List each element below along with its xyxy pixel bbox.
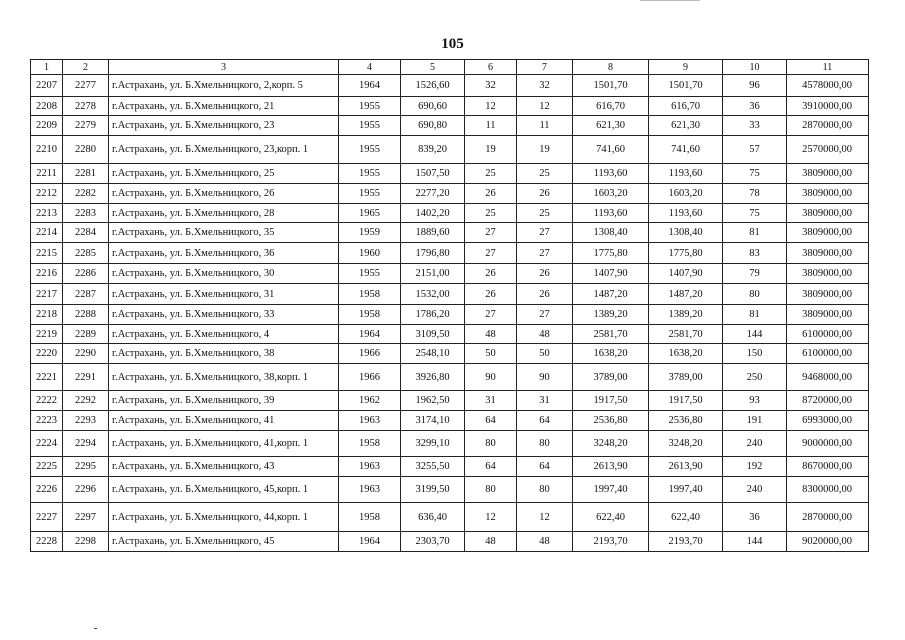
cell-total-area: 2303,70 xyxy=(401,532,465,552)
cell-row-number: 2221 xyxy=(31,364,63,391)
cell-record-number: 2286 xyxy=(63,264,109,284)
cell-amount: 2570000,00 xyxy=(787,136,869,164)
cell-record-number: 2285 xyxy=(63,243,109,264)
page-number: 105 xyxy=(441,36,464,52)
cell-build-year: 1958 xyxy=(339,503,401,532)
cell-residents-count: 192 xyxy=(723,457,787,477)
cell-residents-count: 83 xyxy=(723,243,787,264)
cell-apartments-count: 64 xyxy=(465,457,517,477)
cell-row-number: 2226 xyxy=(31,477,63,503)
cell-area-in-program: 2613,90 xyxy=(649,457,723,477)
cell-address: г.Астрахань, ул. Б.Хмельницкого, 33 xyxy=(109,305,339,325)
cell-record-number: 2284 xyxy=(63,223,109,243)
cell-area-in-program: 2581,70 xyxy=(649,325,723,344)
cell-apartments-count: 11 xyxy=(465,116,517,136)
cell-flats-count: 64 xyxy=(517,457,573,477)
cell-apartments-count: 80 xyxy=(465,477,517,503)
cell-row-number: 2228 xyxy=(31,532,63,552)
cell-living-area: 1487,20 xyxy=(573,284,649,305)
cell-total-area: 2151,00 xyxy=(401,264,465,284)
cell-residents-count: 36 xyxy=(723,97,787,116)
table-row xyxy=(31,325,869,344)
cell-record-number: 2277 xyxy=(63,75,109,97)
column-header: 10 xyxy=(723,60,787,75)
cell-flats-count: 11 xyxy=(517,116,573,136)
cell-residents-count: 79 xyxy=(723,264,787,284)
column-header: 3 xyxy=(109,60,339,75)
cell-row-number: 2225 xyxy=(31,457,63,477)
cell-row-number: 2212 xyxy=(31,184,63,204)
cell-living-area: 1917,50 xyxy=(573,391,649,411)
cell-amount: 3809000,00 xyxy=(787,204,869,223)
cell-amount: 3809000,00 xyxy=(787,184,869,204)
cell-build-year: 1963 xyxy=(339,411,401,431)
cell-residents-count: 250 xyxy=(723,364,787,391)
cell-area-in-program: 3789,00 xyxy=(649,364,723,391)
table-body xyxy=(31,75,869,552)
cell-address: г.Астрахань, ул. Б.Хмельницкого, 38,корп. 1 xyxy=(109,364,339,391)
cell-apartments-count: 27 xyxy=(465,223,517,243)
cell-residents-count: 191 xyxy=(723,411,787,431)
cell-amount: 3809000,00 xyxy=(787,264,869,284)
cell-apartments-count: 12 xyxy=(465,503,517,532)
cell-record-number: 2290 xyxy=(63,344,109,364)
cell-flats-count: 31 xyxy=(517,391,573,411)
cell-build-year: 1963 xyxy=(339,457,401,477)
cell-flats-count: 80 xyxy=(517,431,573,457)
table-row xyxy=(31,136,869,164)
cell-address: г.Астрахань, ул. Б.Хмельницкого, 41 xyxy=(109,411,339,431)
cell-build-year: 1966 xyxy=(339,364,401,391)
table-row xyxy=(31,116,869,136)
cell-amount: 8720000,00 xyxy=(787,391,869,411)
cell-residents-count: 78 xyxy=(723,184,787,204)
cell-flats-count: 25 xyxy=(517,164,573,184)
table-row xyxy=(31,411,869,431)
cell-residents-count: 80 xyxy=(723,284,787,305)
cell-apartments-count: 50 xyxy=(465,344,517,364)
cell-living-area: 1193,60 xyxy=(573,164,649,184)
cell-apartments-count: 31 xyxy=(465,391,517,411)
cell-build-year: 1959 xyxy=(339,223,401,243)
cell-address: г.Астрахань, ул. Б.Хмельницкого, 28 xyxy=(109,204,339,223)
cell-area-in-program: 2193,70 xyxy=(649,532,723,552)
cell-flats-count: 26 xyxy=(517,284,573,305)
cell-build-year: 1955 xyxy=(339,116,401,136)
cell-build-year: 1963 xyxy=(339,477,401,503)
cell-amount: 9468000,00 xyxy=(787,364,869,391)
cell-build-year: 1966 xyxy=(339,344,401,364)
cell-total-area: 1526,60 xyxy=(401,75,465,97)
cell-residents-count: 75 xyxy=(723,164,787,184)
cell-total-area: 690,60 xyxy=(401,97,465,116)
cell-flats-count: 27 xyxy=(517,243,573,264)
cell-living-area: 621,30 xyxy=(573,116,649,136)
cell-address: г.Астрахань, ул. Б.Хмельницкого, 38 xyxy=(109,344,339,364)
cell-flats-count: 80 xyxy=(517,477,573,503)
cell-area-in-program: 1997,40 xyxy=(649,477,723,503)
cell-apartments-count: 27 xyxy=(465,243,517,264)
scan-speck xyxy=(640,0,700,1)
cell-amount: 8670000,00 xyxy=(787,457,869,477)
cell-living-area: 622,40 xyxy=(573,503,649,532)
cell-area-in-program: 1603,20 xyxy=(649,184,723,204)
cell-flats-count: 64 xyxy=(517,411,573,431)
cell-area-in-program: 2536,80 xyxy=(649,411,723,431)
cell-row-number: 2222 xyxy=(31,391,63,411)
cell-row-number: 2217 xyxy=(31,284,63,305)
cell-total-area: 3174,10 xyxy=(401,411,465,431)
table-row xyxy=(31,532,869,552)
cell-amount: 6993000,00 xyxy=(787,411,869,431)
cell-residents-count: 96 xyxy=(723,75,787,97)
cell-record-number: 2279 xyxy=(63,116,109,136)
cell-area-in-program: 1638,20 xyxy=(649,344,723,364)
cell-record-number: 2278 xyxy=(63,97,109,116)
table-row xyxy=(31,477,869,503)
cell-residents-count: 144 xyxy=(723,532,787,552)
cell-build-year: 1955 xyxy=(339,264,401,284)
cell-build-year: 1955 xyxy=(339,164,401,184)
cell-amount: 3809000,00 xyxy=(787,305,869,325)
table-row xyxy=(31,284,869,305)
cell-living-area: 1775,80 xyxy=(573,243,649,264)
cell-row-number: 2216 xyxy=(31,264,63,284)
table-row xyxy=(31,223,869,243)
scan-speck xyxy=(94,628,97,629)
cell-flats-count: 48 xyxy=(517,325,573,344)
cell-area-in-program: 1193,60 xyxy=(649,164,723,184)
cell-flats-count: 12 xyxy=(517,97,573,116)
cell-record-number: 2295 xyxy=(63,457,109,477)
cell-apartments-count: 26 xyxy=(465,184,517,204)
cell-living-area: 2536,80 xyxy=(573,411,649,431)
cell-total-area: 1889,60 xyxy=(401,223,465,243)
cell-record-number: 2280 xyxy=(63,136,109,164)
cell-row-number: 2213 xyxy=(31,204,63,223)
cell-row-number: 2211 xyxy=(31,164,63,184)
cell-amount: 2870000,00 xyxy=(787,116,869,136)
cell-address: г.Астрахань, ул. Б.Хмельницкого, 39 xyxy=(109,391,339,411)
cell-apartments-count: 19 xyxy=(465,136,517,164)
cell-living-area: 2581,70 xyxy=(573,325,649,344)
cell-record-number: 2293 xyxy=(63,411,109,431)
column-header: 9 xyxy=(649,60,723,75)
cell-build-year: 1964 xyxy=(339,325,401,344)
cell-residents-count: 240 xyxy=(723,477,787,503)
cell-address: г.Астрахань, ул. Б.Хмельницкого, 35 xyxy=(109,223,339,243)
column-header: 6 xyxy=(465,60,517,75)
cell-total-area: 1532,00 xyxy=(401,284,465,305)
cell-address: г.Астрахань, ул. Б.Хмельницкого, 31 xyxy=(109,284,339,305)
cell-living-area: 1997,40 xyxy=(573,477,649,503)
cell-record-number: 2288 xyxy=(63,305,109,325)
cell-residents-count: 240 xyxy=(723,431,787,457)
cell-total-area: 636,40 xyxy=(401,503,465,532)
cell-total-area: 2277,20 xyxy=(401,184,465,204)
cell-living-area: 3789,00 xyxy=(573,364,649,391)
cell-total-area: 1402,20 xyxy=(401,204,465,223)
cell-total-area: 3255,50 xyxy=(401,457,465,477)
cell-total-area: 3926,80 xyxy=(401,364,465,391)
column-header: 2 xyxy=(63,60,109,75)
cell-address: г.Астрахань, ул. Б.Хмельницкого, 41,корп. 1 xyxy=(109,431,339,457)
table-row xyxy=(31,75,869,97)
column-header: 1 xyxy=(31,60,63,75)
cell-flats-count: 48 xyxy=(517,532,573,552)
cell-area-in-program: 3248,20 xyxy=(649,431,723,457)
cell-record-number: 2283 xyxy=(63,204,109,223)
cell-amount: 9020000,00 xyxy=(787,532,869,552)
column-header: 11 xyxy=(787,60,869,75)
cell-total-area: 1786,20 xyxy=(401,305,465,325)
cell-build-year: 1958 xyxy=(339,431,401,457)
cell-living-area: 1193,60 xyxy=(573,204,649,223)
cell-row-number: 2218 xyxy=(31,305,63,325)
cell-address: г.Астрахань, ул. Б.Хмельницкого, 25 xyxy=(109,164,339,184)
cell-amount: 9000000,00 xyxy=(787,431,869,457)
cell-living-area: 1389,20 xyxy=(573,305,649,325)
cell-row-number: 2208 xyxy=(31,97,63,116)
table-row xyxy=(31,97,869,116)
cell-record-number: 2296 xyxy=(63,477,109,503)
cell-amount: 2870000,00 xyxy=(787,503,869,532)
table-row xyxy=(31,457,869,477)
cell-area-in-program: 621,30 xyxy=(649,116,723,136)
cell-row-number: 2227 xyxy=(31,503,63,532)
cell-row-number: 2209 xyxy=(31,116,63,136)
cell-total-area: 3199,50 xyxy=(401,477,465,503)
cell-flats-count: 90 xyxy=(517,364,573,391)
cell-total-area: 2548,10 xyxy=(401,344,465,364)
cell-area-in-program: 741,60 xyxy=(649,136,723,164)
cell-living-area: 2193,70 xyxy=(573,532,649,552)
cell-address: г.Астрахань, ул. Б.Хмельницкого, 45 xyxy=(109,532,339,552)
cell-area-in-program: 616,70 xyxy=(649,97,723,116)
column-header: 5 xyxy=(401,60,465,75)
cell-address: г.Астрахань, ул. Б.Хмельницкого, 30 xyxy=(109,264,339,284)
cell-row-number: 2224 xyxy=(31,431,63,457)
cell-apartments-count: 90 xyxy=(465,364,517,391)
cell-apartments-count: 48 xyxy=(465,325,517,344)
cell-residents-count: 57 xyxy=(723,136,787,164)
cell-amount: 6100000,00 xyxy=(787,344,869,364)
cell-apartments-count: 25 xyxy=(465,164,517,184)
cell-total-area: 690,80 xyxy=(401,116,465,136)
cell-area-in-program: 1407,90 xyxy=(649,264,723,284)
column-header: 8 xyxy=(573,60,649,75)
cell-address: г.Астрахань, ул. Б.Хмельницкого, 4 xyxy=(109,325,339,344)
column-header: 7 xyxy=(517,60,573,75)
cell-record-number: 2287 xyxy=(63,284,109,305)
table-row xyxy=(31,164,869,184)
cell-row-number: 2210 xyxy=(31,136,63,164)
cell-flats-count: 32 xyxy=(517,75,573,97)
cell-record-number: 2282 xyxy=(63,184,109,204)
cell-record-number: 2297 xyxy=(63,503,109,532)
cell-row-number: 2223 xyxy=(31,411,63,431)
cell-address: г.Астрахань, ул. Б.Хмельницкого, 21 xyxy=(109,97,339,116)
cell-total-area: 1962,50 xyxy=(401,391,465,411)
cell-apartments-count: 25 xyxy=(465,204,517,223)
cell-amount: 8300000,00 xyxy=(787,477,869,503)
table-row xyxy=(31,344,869,364)
cell-living-area: 2613,90 xyxy=(573,457,649,477)
table-row xyxy=(31,243,869,264)
cell-apartments-count: 48 xyxy=(465,532,517,552)
cell-address: г.Астрахань, ул. Б.Хмельницкого, 36 xyxy=(109,243,339,264)
cell-build-year: 1958 xyxy=(339,305,401,325)
cell-address: г.Астрахань, ул. Б.Хмельницкого, 44,корп. 1 xyxy=(109,503,339,532)
cell-apartments-count: 26 xyxy=(465,264,517,284)
cell-apartments-count: 12 xyxy=(465,97,517,116)
cell-address: г.Астрахань, ул. Б.Хмельницкого, 43 xyxy=(109,457,339,477)
cell-living-area: 616,70 xyxy=(573,97,649,116)
cell-build-year: 1958 xyxy=(339,284,401,305)
cell-area-in-program: 1501,70 xyxy=(649,75,723,97)
cell-record-number: 2294 xyxy=(63,431,109,457)
cell-amount: 3910000,00 xyxy=(787,97,869,116)
cell-apartments-count: 80 xyxy=(465,431,517,457)
cell-apartments-count: 32 xyxy=(465,75,517,97)
cell-flats-count: 50 xyxy=(517,344,573,364)
cell-area-in-program: 1775,80 xyxy=(649,243,723,264)
cell-area-in-program: 1917,50 xyxy=(649,391,723,411)
cell-amount: 3809000,00 xyxy=(787,164,869,184)
cell-amount: 4578000,00 xyxy=(787,75,869,97)
cell-amount: 3809000,00 xyxy=(787,243,869,264)
cell-record-number: 2291 xyxy=(63,364,109,391)
cell-build-year: 1955 xyxy=(339,97,401,116)
cell-living-area: 3248,20 xyxy=(573,431,649,457)
cell-row-number: 2220 xyxy=(31,344,63,364)
cell-living-area: 1638,20 xyxy=(573,344,649,364)
cell-build-year: 1962 xyxy=(339,391,401,411)
cell-residents-count: 81 xyxy=(723,305,787,325)
table-row xyxy=(31,391,869,411)
cell-build-year: 1964 xyxy=(339,532,401,552)
column-header: 4 xyxy=(339,60,401,75)
cell-area-in-program: 1308,40 xyxy=(649,223,723,243)
cell-address: г.Астрахань, ул. Б.Хмельницкого, 26 xyxy=(109,184,339,204)
header-row xyxy=(31,60,869,75)
cell-row-number: 2219 xyxy=(31,325,63,344)
cell-residents-count: 75 xyxy=(723,204,787,223)
cell-apartments-count: 64 xyxy=(465,411,517,431)
table-row xyxy=(31,431,869,457)
table-row xyxy=(31,364,869,391)
cell-address: г.Астрахань, ул. Б.Хмельницкого, 45,корп. 1 xyxy=(109,477,339,503)
cell-apartments-count: 27 xyxy=(465,305,517,325)
cell-living-area: 1308,40 xyxy=(573,223,649,243)
cell-residents-count: 81 xyxy=(723,223,787,243)
cell-total-area: 3299,10 xyxy=(401,431,465,457)
cell-amount: 3809000,00 xyxy=(787,284,869,305)
cell-residents-count: 93 xyxy=(723,391,787,411)
table-row xyxy=(31,305,869,325)
housing-registry-table xyxy=(30,59,869,552)
cell-living-area: 1407,90 xyxy=(573,264,649,284)
cell-address: г.Астрахань, ул. Б.Хмельницкого, 23 xyxy=(109,116,339,136)
cell-residents-count: 150 xyxy=(723,344,787,364)
cell-total-area: 839,20 xyxy=(401,136,465,164)
cell-flats-count: 27 xyxy=(517,223,573,243)
cell-flats-count: 19 xyxy=(517,136,573,164)
cell-living-area: 741,60 xyxy=(573,136,649,164)
table-row xyxy=(31,184,869,204)
cell-address: г.Астрахань, ул. Б.Хмельницкого, 23,корп. 1 xyxy=(109,136,339,164)
cell-apartments-count: 26 xyxy=(465,284,517,305)
table-row xyxy=(31,204,869,223)
cell-flats-count: 12 xyxy=(517,503,573,532)
cell-build-year: 1964 xyxy=(339,75,401,97)
cell-build-year: 1955 xyxy=(339,136,401,164)
cell-record-number: 2289 xyxy=(63,325,109,344)
cell-residents-count: 33 xyxy=(723,116,787,136)
cell-living-area: 1501,70 xyxy=(573,75,649,97)
cell-record-number: 2292 xyxy=(63,391,109,411)
cell-record-number: 2281 xyxy=(63,164,109,184)
cell-build-year: 1955 xyxy=(339,184,401,204)
cell-residents-count: 144 xyxy=(723,325,787,344)
table-row xyxy=(31,503,869,532)
cell-area-in-program: 1487,20 xyxy=(649,284,723,305)
cell-area-in-program: 1389,20 xyxy=(649,305,723,325)
cell-living-area: 1603,20 xyxy=(573,184,649,204)
cell-total-area: 3109,50 xyxy=(401,325,465,344)
cell-flats-count: 26 xyxy=(517,264,573,284)
cell-address: г.Астрахань, ул. Б.Хмельницкого, 2,корп. 5 xyxy=(109,75,339,97)
cell-row-number: 2214 xyxy=(31,223,63,243)
cell-row-number: 2215 xyxy=(31,243,63,264)
cell-total-area: 1796,80 xyxy=(401,243,465,264)
cell-total-area: 1507,50 xyxy=(401,164,465,184)
cell-flats-count: 26 xyxy=(517,184,573,204)
cell-row-number: 2207 xyxy=(31,75,63,97)
cell-amount: 6100000,00 xyxy=(787,325,869,344)
cell-build-year: 1960 xyxy=(339,243,401,264)
cell-area-in-program: 1193,60 xyxy=(649,204,723,223)
cell-flats-count: 25 xyxy=(517,204,573,223)
cell-area-in-program: 622,40 xyxy=(649,503,723,532)
cell-record-number: 2298 xyxy=(63,532,109,552)
cell-flats-count: 27 xyxy=(517,305,573,325)
cell-build-year: 1965 xyxy=(339,204,401,223)
cell-residents-count: 36 xyxy=(723,503,787,532)
cell-amount: 3809000,00 xyxy=(787,223,869,243)
table-row xyxy=(31,264,869,284)
